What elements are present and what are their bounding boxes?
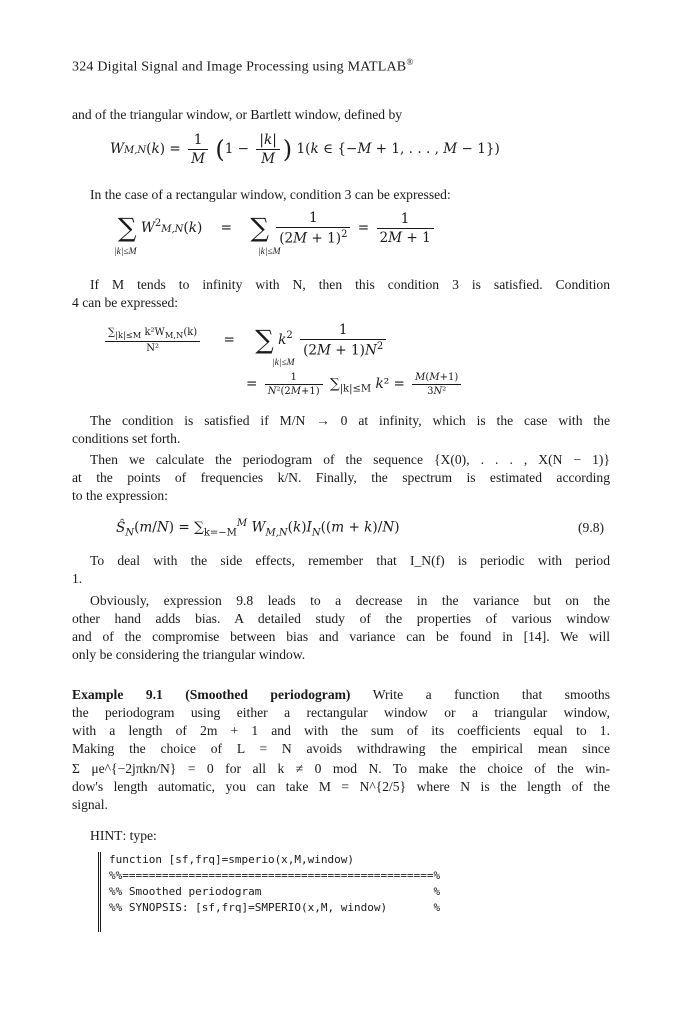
text-line: and of the triangular window, or Bartlett window, defined by <box>72 107 403 122</box>
sum-index-label: |k|≤M <box>272 358 295 368</box>
text-line: with a length of 2m + 1 and with the sum of its coefficients equal to 1. <box>72 723 610 738</box>
hint-line <box>72 827 610 844</box>
text-line: 4 can be expressed: <box>72 295 179 310</box>
book-title: Digital Signal and Image Processing using MATLAB <box>97 59 407 75</box>
text-line: and of the compromise between bias and variance can be found in [14]. We will <box>72 629 610 644</box>
code-listing <box>98 852 519 932</box>
text-line: The condition is satisfied if M/N → 0 at infinity, which is the case with the <box>90 413 610 428</box>
text-line: To deal with the side effects, remember that I_N(f) is periodic with period <box>90 553 610 568</box>
text-line: Then we calculate the periodogram of the sequence {X(0), . . . , X(N − 1)} <box>90 452 610 467</box>
equation-number: (9.8) <box>578 520 605 535</box>
hint-text: : type: <box>122 828 157 843</box>
text-line: If M tends to infinity with N, then this condition 3 is satisfied. Condition <box>90 277 610 292</box>
text-line: signal. <box>72 797 108 812</box>
text-line: conditions set forth. <box>72 431 181 446</box>
text-line: dow's length automatic, you can take M = N^{2/5} where N is the length of the <box>72 779 610 794</box>
text-line: other hand adds bias. A detailed study of the properties of various window <box>72 611 610 626</box>
text-line: Σ μe^{−2jπkn/N} = 0 for all k ≠ 0 mod N. To make the choice of the win- <box>72 761 610 776</box>
text-line: the periodogram using either a rectangular window or a triangular window, <box>72 705 610 720</box>
text-line: Obviously, expression 9.8 leads to a decrease in the variance but on the <box>90 593 610 608</box>
code-line: %% Smoothed periodogram % <box>109 885 441 898</box>
sum-index-label: |k|≤M <box>258 247 281 257</box>
page-number: 324 <box>72 59 94 75</box>
running-header <box>72 57 413 76</box>
hint-label: HINT <box>90 828 123 843</box>
text-line: In the case of a rectangular window, condition 3 can be expressed: <box>90 187 451 202</box>
code-line: %% SYNOPSIS: [sf,frq]=SMPERIO(x,M, window) % <box>109 901 441 914</box>
text-line: to the expression: <box>72 488 168 503</box>
text-line: only be considering the triangular window. <box>72 647 306 662</box>
sum-index-label: |k|≤M <box>114 247 137 257</box>
text-line: 1. <box>72 571 83 586</box>
code-line: %%===============================================% <box>109 869 441 882</box>
registered-mark: ® <box>406 57 414 67</box>
condition-4-equation: $\frac{\sum_{|k|\le M} k^2W_{M,N}(k)}{\text{N²}}$ = ∑ $k^2$ $\frac{1}{(2M + 1)N^2}$ <box>102 322 389 359</box>
example-title: Example 9.1 (Smoothed periodogram) <box>72 687 351 702</box>
condition-3-equation: ∑ $W^2M,N(k)$ = ∑ $\frac{1}{(2M + 1)^2}$ = $\frac{1}{2M + 1}$ <box>118 210 437 247</box>
text-line: Making the choice of L = N avoids withdrawing the empirical mean since <box>72 741 610 756</box>
text-line: Write a function that smooths <box>372 687 611 702</box>
text-line: at the points of frequencies k/N. Finally, the spectrum is estimated according <box>72 470 610 485</box>
code-line: function [sf,frq]=smperio(x,M,window) <box>109 853 355 866</box>
smoothed-periodogram-equation: $Ŝ_N(m/N) = \sum_{k=-M}^M$ $W_{M,N}(k)I_N((m + k)/N)$ <box>116 518 400 539</box>
example-heading-line <box>72 686 610 703</box>
condition-4-result: = $\frac{1}{\text{N²(2M+1)}}$ $\sum_{|k|\le M}$ k² = $\frac{M(M+1)}{\text{3N²}}$ <box>246 372 464 397</box>
bartlett-equation: WM,N(k) = $\frac{1}{M}$ (1 − $\frac{|k|}{M}$ ) 1(k ∈ {−M + 1, . . . , M − 1}) <box>110 132 500 167</box>
